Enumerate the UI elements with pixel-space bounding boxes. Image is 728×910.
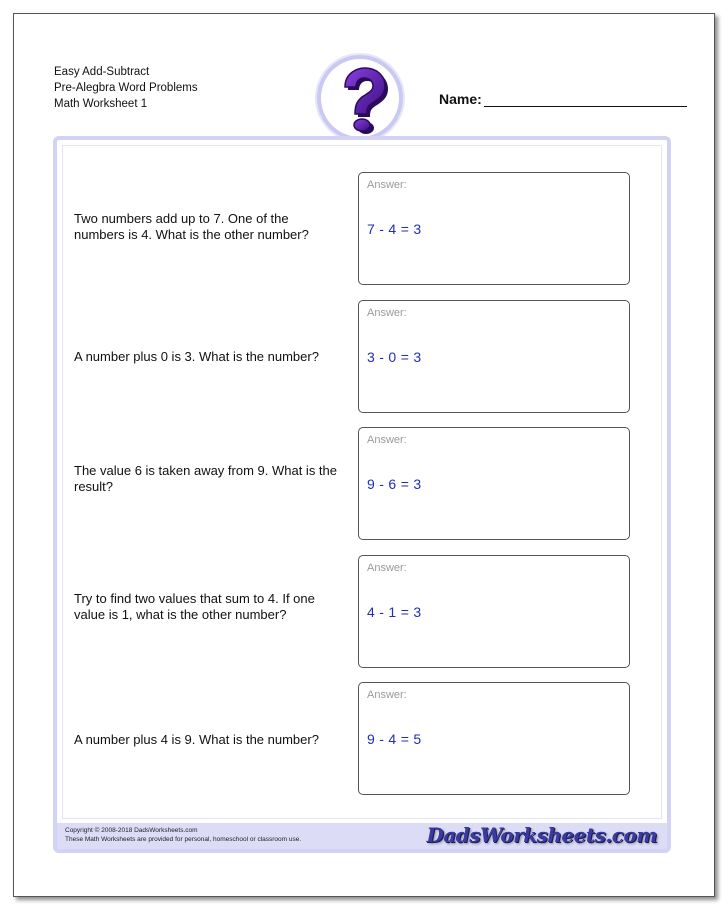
problems-frame: [53, 136, 671, 853]
answer-label: Answer:: [367, 307, 407, 319]
problem-row: [57, 682, 667, 797]
problem-question: A number plus 4 is 9. What is the number?: [74, 732, 319, 747]
answer-box[interactable]: [358, 172, 630, 285]
problem-row: [57, 555, 667, 670]
name-label: Name:: [439, 91, 482, 107]
problem-question: A number plus 0 is 3. What is the number?: [74, 349, 319, 364]
answer-value: 9 - 4 = 5: [367, 731, 422, 747]
answer-label: Answer:: [367, 434, 407, 446]
answer-label: Answer:: [367, 689, 407, 701]
problem-question: Two numbers add up to 7. One of the numbers is 4. What is the other number?: [74, 211, 309, 242]
answer-value: 3 - 0 = 3: [367, 349, 422, 365]
answer-box[interactable]: [358, 555, 630, 668]
worksheet-page: [13, 13, 715, 897]
answer-value: 7 - 4 = 3: [367, 221, 422, 237]
copyright-line: Copyright © 2008-2018 DadsWorksheets.com: [65, 827, 198, 834]
usage-note: These Math Worksheets are provided for personal, homeschool or classroom use.: [65, 836, 302, 843]
answer-box[interactable]: [358, 682, 630, 795]
name-field[interactable]: [484, 106, 687, 107]
answer-box[interactable]: [358, 427, 630, 540]
problem-question: The value 6 is taken away from 9. What is the result?: [74, 463, 338, 494]
title-line-2: Pre-Alegbra Word Problems: [54, 82, 198, 94]
copyright-text: [65, 826, 301, 844]
title-line-1: Easy Add-Subtract: [54, 66, 150, 78]
problem-question: Try to find two values that sum to 4. If one value is 1, what is the other number?: [74, 591, 315, 622]
question-mark-logo: [317, 55, 403, 141]
answer-box[interactable]: [358, 300, 630, 413]
answer-value: 9 - 6 = 3: [367, 476, 422, 492]
answer-value: 4 - 1 = 3: [367, 604, 422, 620]
problem-row: [57, 427, 667, 542]
brand-logo: DadsWorksheets.com: [426, 823, 657, 847]
problem-row: [57, 172, 667, 287]
footer-band: [57, 823, 667, 849]
answer-label: Answer:: [367, 179, 407, 191]
question-mark-icon: [331, 65, 391, 135]
title-line-3: Math Worksheet 1: [54, 98, 148, 110]
problem-row: [57, 300, 667, 415]
answer-label: Answer:: [367, 562, 407, 574]
worksheet-title-block: [54, 64, 198, 112]
